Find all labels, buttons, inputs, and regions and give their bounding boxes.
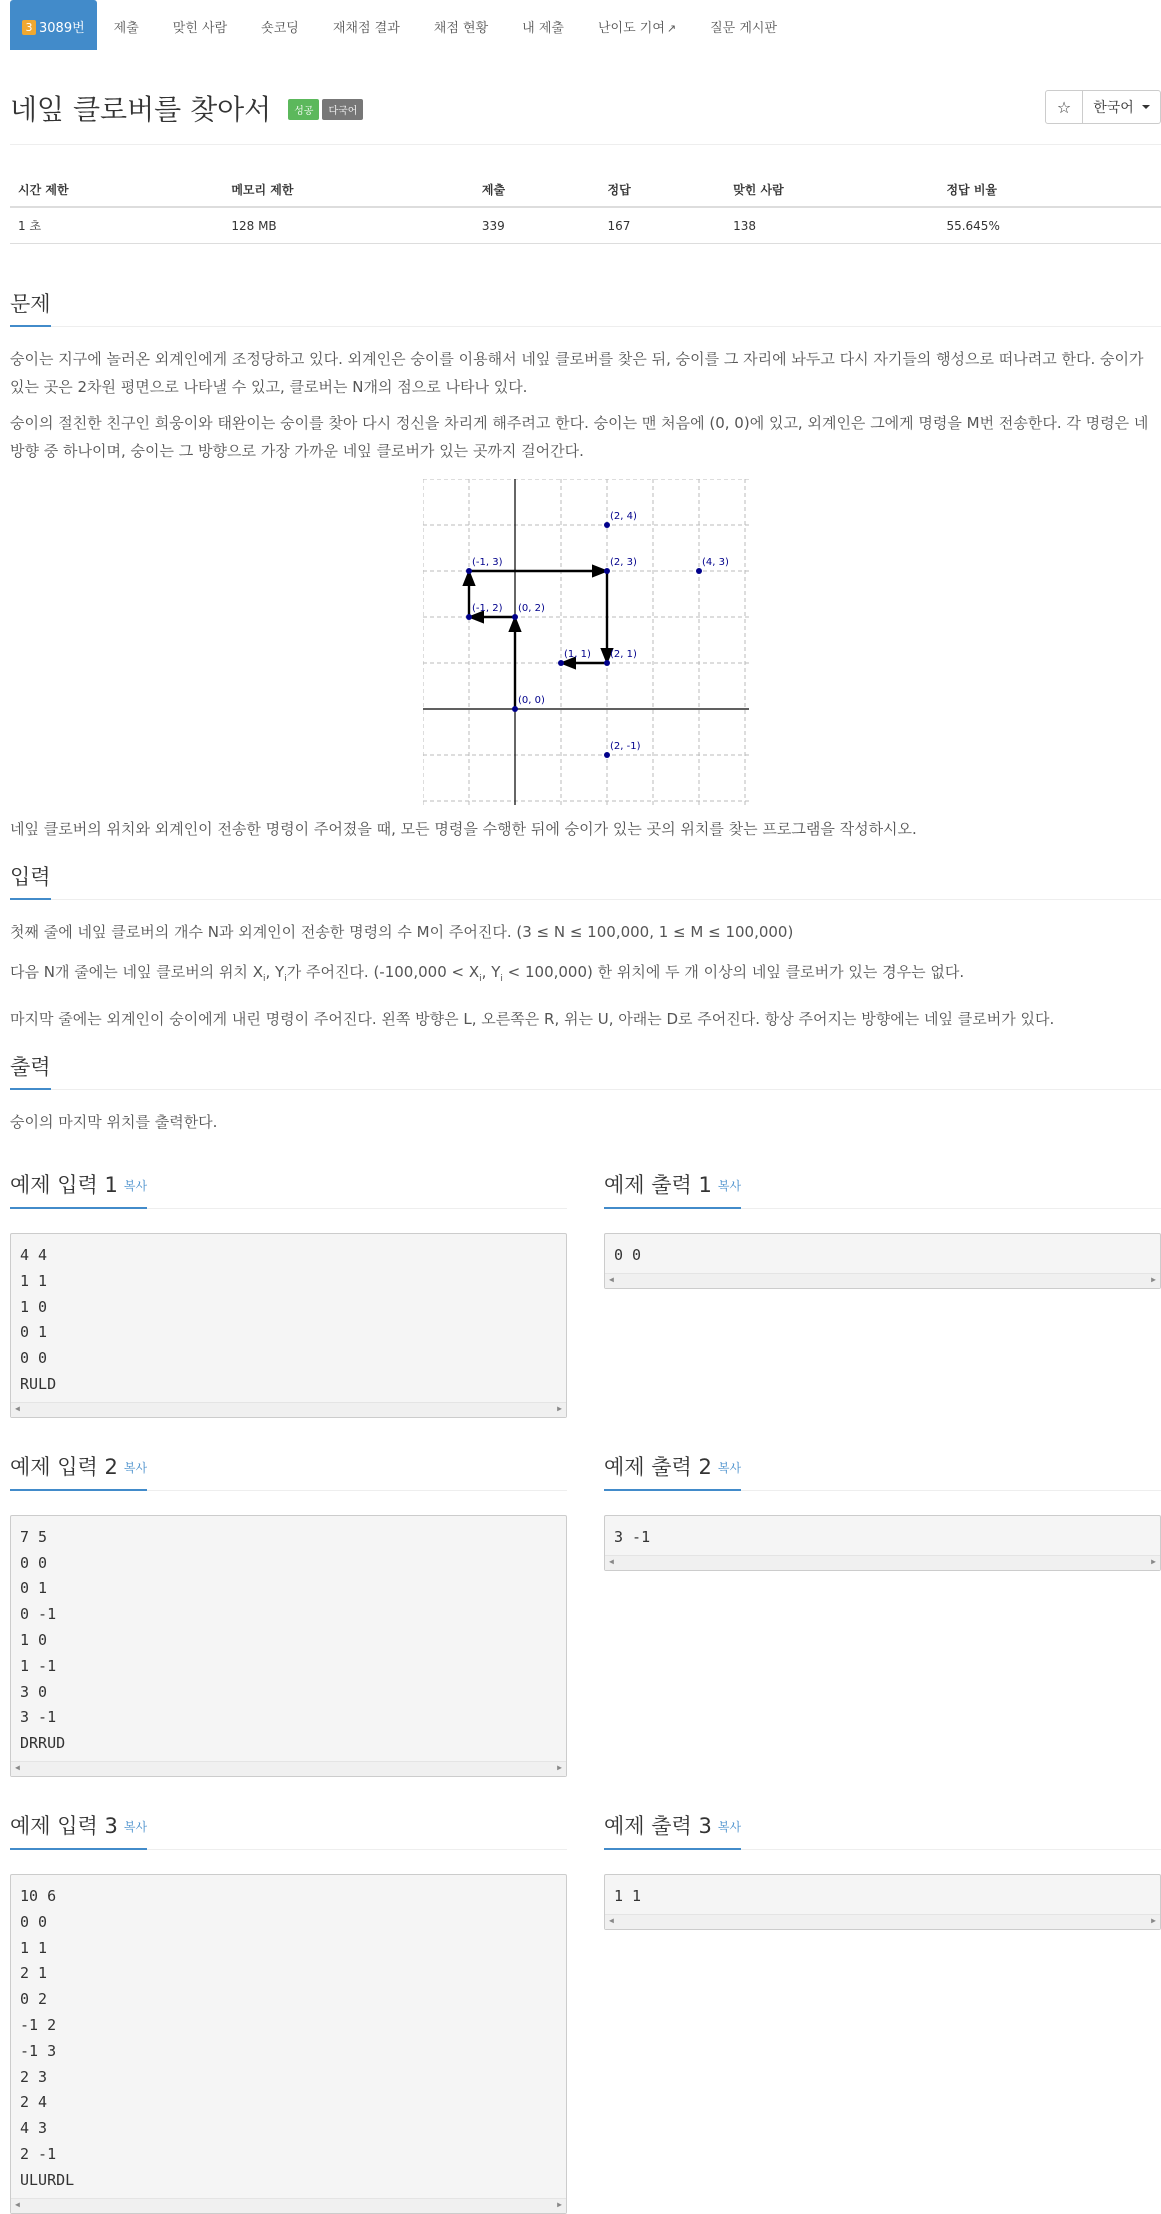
sample-out-header <box>604 1166 1161 1209</box>
sample-in-heading <box>10 1454 147 1491</box>
clover-point <box>512 706 518 712</box>
input-line-2-part: 가 주어진다. (-100,000 < X <box>286 963 480 981</box>
sample-line: DRRUD <box>20 1734 66 1753</box>
clover-point-label: (4, 3) <box>701 557 729 568</box>
sample-input-column <box>10 1418 567 1777</box>
scroll-left-icon[interactable]: ◀ <box>15 1762 20 1772</box>
clover-point <box>604 568 610 574</box>
scroll-right-icon[interactable]: ▶ <box>557 1403 562 1413</box>
star-icon: ☆ <box>1056 97 1072 117</box>
sample-title: 예제 출력 2 <box>604 1454 712 1479</box>
sample-in-header <box>10 1807 567 1850</box>
sample-in-header <box>10 1448 567 1491</box>
sample-out-header <box>604 1448 1161 1491</box>
header-ratio: 정답 비율 <box>938 173 1161 207</box>
sample-title: 예제 입력 1 <box>10 1173 118 1197</box>
title-row <box>10 50 1161 145</box>
copy-button[interactable]: 복사 <box>123 1179 148 1193</box>
sample-out-box <box>604 1874 1161 1930</box>
sample-line: -1 2 <box>20 2015 57 2034</box>
horizontal-scrollbar[interactable] <box>605 1273 1160 1288</box>
sample-line: 1 1 <box>20 1938 48 1957</box>
external-link-icon: ↗ <box>666 22 677 35</box>
sample-title: 예제 입력 2 <box>10 1454 118 1479</box>
scroll-right-icon[interactable]: ▶ <box>1151 1915 1156 1925</box>
clover-point-label: (2, 3) <box>609 557 637 568</box>
header-memory-limit: 메모리 제한 <box>223 173 474 207</box>
sample-line: 1 -1 <box>20 1656 57 1675</box>
copy-button[interactable]: 복사 <box>717 1460 742 1475</box>
sample-line: 3 -1 <box>20 1708 57 1727</box>
clover-point-label: (0, 2) <box>517 603 545 614</box>
scroll-right-icon[interactable]: ▶ <box>1151 1556 1156 1566</box>
scroll-right-icon[interactable]: ▶ <box>1151 1274 1156 1284</box>
clover-point-label: (2, -1) <box>609 741 640 752</box>
tier-badge: 3 <box>22 20 36 35</box>
caret-down-icon <box>1142 105 1150 109</box>
sample-output-column <box>604 1136 1161 1418</box>
clover-point <box>512 614 518 620</box>
header-time-limit: 시간 제한 <box>10 173 223 207</box>
sample-line: 1 1 <box>20 1271 48 1290</box>
sample-line: 4 3 <box>20 2119 48 2138</box>
sample-line: 10 6 <box>20 1886 57 1905</box>
sample-line: 0 0 <box>20 1553 48 1572</box>
submissions-value: 339 <box>474 207 600 244</box>
nav-shortcoding[interactable]: 숏코딩 <box>261 21 299 36</box>
sample-in-box <box>10 1515 567 1777</box>
output-line-1: 숭이의 마지막 위치를 출력한다. <box>10 1113 218 1131</box>
clover-point <box>604 522 610 528</box>
nav-my-submissions[interactable]: 내 제출 <box>522 21 564 36</box>
problem-section-header <box>10 284 1161 327</box>
sample-line: 0 1 <box>20 1323 48 1342</box>
sample-line: -1 3 <box>20 2041 57 2060</box>
scroll-left-icon[interactable]: ◀ <box>15 2199 20 2209</box>
horizontal-scrollbar[interactable] <box>11 2198 566 2213</box>
language-label: 한국어 <box>1093 100 1134 116</box>
problem-title: 네잎 클로버를 찾아서 <box>10 93 272 126</box>
sample-output-column <box>604 1777 1161 2214</box>
clover-point-label: (1, 1) <box>563 649 591 660</box>
copy-button[interactable]: 복사 <box>717 1179 742 1193</box>
sample-input-column <box>10 1777 567 2214</box>
scroll-right-icon[interactable]: ▶ <box>557 1762 562 1772</box>
samples-container <box>10 1136 1161 2214</box>
nav-solvers[interactable]: 맞힌 사람 <box>172 21 228 36</box>
sample-line: 0 2 <box>20 1990 48 2009</box>
sample-line: 0 0 <box>20 1349 48 1368</box>
sample-output-column <box>604 1418 1161 1777</box>
copy-button[interactable]: 복사 <box>123 1460 148 1475</box>
problem-heading: 문제 <box>10 291 51 327</box>
input-section-header <box>10 857 1161 900</box>
scroll-left-icon[interactable]: ◀ <box>609 1556 614 1566</box>
sample-in-header <box>10 1166 567 1209</box>
clover-point <box>466 614 472 620</box>
problem-paragraph-2: 숭이의 절친한 친구인 희웅이와 태완이는 숭이를 찾아 다시 정신을 차리게 해주려고 한다. 숭이는 맨 처음에 (0, 0)에 있고, 외계인은 그에게 명령을 M번 전송한다. 각 명령은 네 방향 중 하나이며, 숭이는 그 방향으로 가장 가까운 네잎 클로버가 있는 곳까지 걸어간다. <box>10 414 1149 460</box>
clover-point <box>604 660 610 666</box>
sample-title: 예제 입력 3 <box>10 1813 118 1838</box>
sample-out-box <box>604 1233 1161 1289</box>
problem-paragraph-3: 네잎 클로버의 위치와 외계인이 전송한 명령이 주어졌을 때, 모든 명령을 수행한 뒤에 숭이가 있는 곳의 위치를 찾는 프로그램을 작성하시오. <box>10 820 917 838</box>
sample-line: 4 4 <box>20 1246 48 1264</box>
subscript-i: i <box>262 974 266 984</box>
nav-board[interactable]: 질문 게시판 <box>710 21 778 36</box>
sample-in-box <box>10 1233 567 1418</box>
nav-submit[interactable]: 제출 <box>113 21 139 36</box>
clover-point <box>696 568 702 574</box>
sample-row <box>10 1418 1161 1777</box>
sample-row <box>10 1136 1161 1418</box>
sample-line: 0 1 <box>20 1579 48 1598</box>
sample-line: 3 0 <box>20 1682 48 1701</box>
star-button[interactable] <box>1045 90 1083 124</box>
sample-out-heading <box>604 1172 741 1209</box>
sample-line: 7 5 <box>20 1527 48 1546</box>
horizontal-scrollbar[interactable] <box>605 1914 1160 1929</box>
accepted-value: 167 <box>599 207 725 244</box>
memory-limit-value: 128 MB <box>223 207 474 244</box>
horizontal-scrollbar[interactable] <box>605 1555 1160 1570</box>
sample-out-heading <box>604 1813 741 1850</box>
clover-point-label: (2, 4) <box>609 511 637 522</box>
sample-line: 1 0 <box>20 1297 48 1316</box>
sample-in-heading <box>10 1172 147 1209</box>
scroll-left-icon[interactable]: ◀ <box>609 1274 614 1284</box>
sample-title: 예제 출력 3 <box>604 1813 712 1838</box>
clover-point <box>558 660 564 666</box>
subscript-i: i <box>284 974 287 984</box>
nav-rejudge[interactable]: 재채점 결과 <box>332 21 400 36</box>
sample-title: 예제 출력 1 <box>604 1173 712 1197</box>
copy-button[interactable]: 복사 <box>123 1819 148 1834</box>
nav-problem-number-label: 3089번 <box>39 21 85 36</box>
sample-line: ULURDL <box>20 2170 75 2189</box>
horizontal-scrollbar[interactable] <box>11 1402 566 1417</box>
input-line-2 <box>10 958 1161 993</box>
sample-line: 0 0 <box>20 1912 48 1931</box>
sample-line: 0 0 <box>614 1246 642 1264</box>
multilang-badge: 다국어 <box>322 99 363 120</box>
sample-line: 2 -1 <box>20 2144 57 2163</box>
clover-point-label: (0, 0) <box>517 695 545 706</box>
header-accepted: 정답 <box>599 173 725 207</box>
clover-point-label: (-1, 2) <box>471 603 502 614</box>
input-line-2-part: , Y <box>265 963 285 981</box>
sample-out-box <box>604 1515 1161 1571</box>
nav-status[interactable]: 채점 현황 <box>433 21 489 36</box>
input-line-3: 마지막 줄에는 외계인이 숭이에게 내린 명령이 주어진다. 왼쪽 방향은 L, 오른쪽은 R, 위는 U, 아래는 D로 주어진다. 항상 주어지는 방향에는 네잎 클로버가 있다. <box>10 1010 1055 1028</box>
table-row <box>10 207 1161 244</box>
problem-nav <box>10 0 1161 50</box>
sample-in-box <box>10 1874 567 2214</box>
nav-difficulty-label: 난이도 기여 <box>597 21 665 36</box>
time-limit-value: 1 초 <box>10 207 223 244</box>
language-dropdown[interactable] <box>1083 90 1161 124</box>
sample-line: 3 -1 <box>614 1527 651 1546</box>
clover-point-label: (2, 1) <box>609 649 637 660</box>
sample-line: 1 1 <box>614 1886 642 1905</box>
sample-line: 2 4 <box>20 2093 48 2112</box>
sample-line: 2 3 <box>20 2067 48 2086</box>
problem-info-table <box>10 173 1161 244</box>
clover-point <box>604 752 610 758</box>
sample-line: 2 1 <box>20 1964 48 1983</box>
ratio-value: 55.645% <box>938 207 1161 244</box>
sample-line: RULD <box>20 1374 57 1393</box>
sample-in-heading <box>10 1813 147 1850</box>
sample-line: 0 -1 <box>20 1605 57 1624</box>
solvers-value: 138 <box>725 207 938 244</box>
clover-path-figure <box>423 479 749 805</box>
horizontal-scrollbar[interactable] <box>11 1761 566 1776</box>
output-heading: 출력 <box>10 1054 51 1090</box>
sample-out-header <box>604 1807 1161 1850</box>
success-badge: 성공 <box>288 99 319 120</box>
sample-row <box>10 1777 1161 2214</box>
scroll-left-icon[interactable]: ◀ <box>609 1915 614 1925</box>
page-title <box>10 88 366 128</box>
input-line-2-part: 다음 N개 줄에는 네잎 클로버의 위치 X <box>10 963 263 981</box>
header-submissions: 제출 <box>474 173 600 207</box>
subscript-i: i <box>479 974 482 984</box>
nav-problem-number[interactable] <box>10 0 97 50</box>
input-line-2-part: , Y <box>481 963 501 981</box>
copy-button[interactable]: 복사 <box>717 1819 742 1834</box>
clover-point-label: (-1, 3) <box>471 557 502 568</box>
subscript-i: i <box>500 974 503 984</box>
scroll-left-icon[interactable]: ◀ <box>15 1403 20 1413</box>
nav-difficulty[interactable] <box>581 0 693 50</box>
sample-line: 1 0 <box>20 1630 48 1649</box>
sample-out-heading <box>604 1454 741 1491</box>
sample-input-column <box>10 1136 567 1418</box>
output-section-header <box>10 1047 1161 1090</box>
input-line-2-part: < 100,000) 한 위치에 두 개 이상의 네잎 클로버가 있는 경우는 없다. <box>502 963 965 981</box>
clover-point <box>466 568 472 574</box>
header-solvers: 맞힌 사람 <box>725 173 938 207</box>
problem-paragraph-1: 숭이는 지구에 놀러온 외계인에게 조정당하고 있다. 외계인은 숭이를 이용해서 네잎 클로버를 찾은 뒤, 숭이를 그 자리에 놔두고 다시 자기들의 행성으로 떠나려고 한다. 숭이가 있는 곳은 2차원 평면으로 나타낼 수 있고, 클로버는 N개의 점으로 나타나 있다. <box>10 350 1144 396</box>
input-line-1: 첫째 줄에 네잎 클로버의 개수 N과 외계인이 전송한 명령의 수 M이 주어진다. (3 ≤ N ≤ 100,000, 1 ≤ M ≤ 100,000) <box>10 923 794 941</box>
title-buttons <box>1045 90 1161 124</box>
scroll-right-icon[interactable]: ▶ <box>557 2199 562 2209</box>
input-heading: 입력 <box>10 864 51 900</box>
